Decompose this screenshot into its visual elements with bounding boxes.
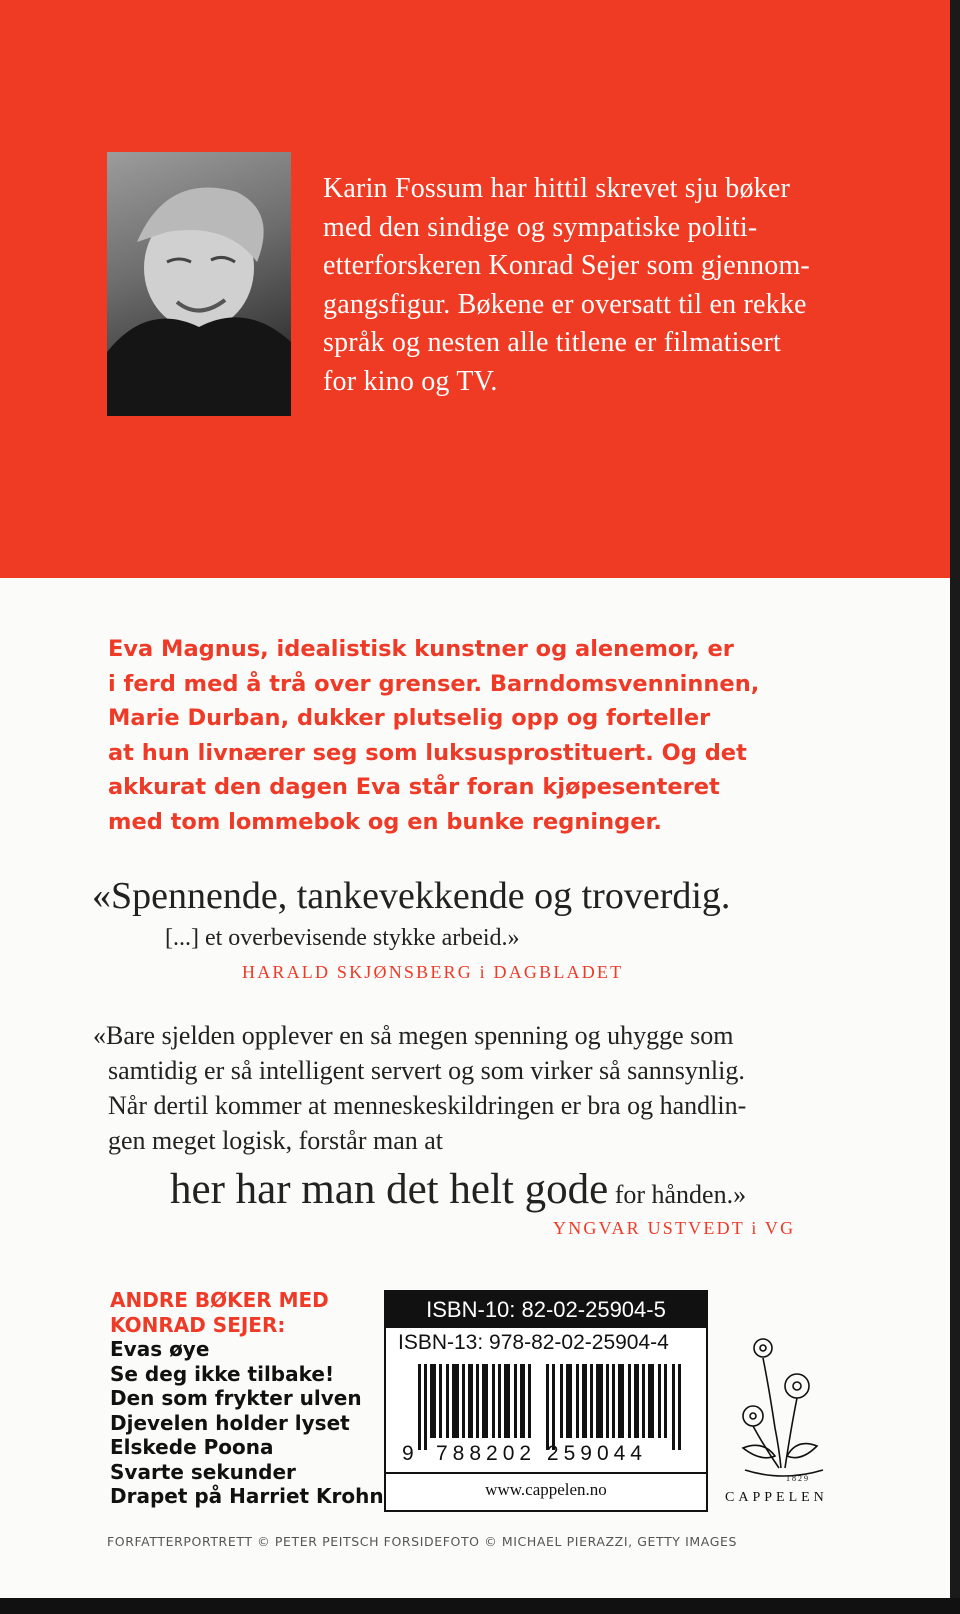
author-bio — [323, 170, 883, 401]
bio-line: med den sindige og sympatiske politi- — [323, 211, 758, 243]
review1-quote-line2: [...] et overbevisende stykke arbeid.» — [165, 925, 520, 951]
blurb-line: Marie Durban, dukker plutselig opp og forteller — [108, 705, 711, 731]
review2-highlight-line — [170, 1165, 746, 1214]
blurb-line: akkurat den dagen Eva står foran kjøpesenteret — [108, 774, 720, 800]
isbn-barcode-box — [384, 1290, 708, 1512]
bio-line: etterforskeren Konrad Sejer som gjennom- — [323, 250, 810, 281]
isbn13-label: ISBN-13: 978-82-02-25904-4 — [398, 1331, 669, 1354]
bio-line: språk og nesten alle titlene er filmatisert — [323, 327, 781, 358]
bottom-dark-edge — [0, 1598, 960, 1614]
book-title: Evas øye — [110, 1337, 210, 1361]
review2-line: gen meget logisk, forstår man at — [108, 1126, 444, 1155]
review1-quote-line1: «Spennende, tankevekkende og troverdig. — [92, 875, 731, 917]
bio-line: Karin Fossum har hittil skrevet sju bøker — [323, 173, 791, 204]
photo-credits: FORFATTERPORTRETT © PETER PEITSCH FORSIDEFOTO © MICHAEL PIERAZZI, GETTY IMAGES — [107, 1534, 738, 1549]
blurb-line: i ferd med å trå over grenser. Barndomsvenninnen, — [108, 670, 760, 697]
review2-highlight: her har man det helt gode — [170, 1166, 609, 1213]
blurb-line: med tom lommebok og en bunke regninger. — [108, 808, 662, 835]
synopsis-blurb — [108, 632, 868, 839]
review2-line: «Bare sjelden opplever en så megen spenning og uhygge som — [93, 1021, 734, 1050]
blurb-line: Eva Magnus, idealistisk kunstner og alenemor, er — [108, 636, 734, 662]
book-title: Drapet på Harriet Krohn — [110, 1484, 384, 1508]
isbn10-label: ISBN-10: 82-02-25904-5 — [386, 1292, 706, 1328]
book-title: Svarte sekunder — [110, 1459, 296, 1484]
ean-first-digit: 9 — [402, 1442, 414, 1465]
red-top-band — [0, 0, 950, 578]
author-portrait-photo — [107, 152, 291, 416]
review2-tail: for hånden.» — [608, 1180, 747, 1209]
other-books-heading: KONRAD SEJER: — [110, 1312, 286, 1337]
barcode-icon — [418, 1364, 686, 1450]
book-title: Se deg ikke tilbake! — [110, 1361, 335, 1386]
review2-quote — [93, 1018, 746, 1158]
review2-line: samtidig er så intelligent servert og som virker så sannsynlig. — [108, 1056, 745, 1085]
blurb-line: at hun livnærer seg som luksusprostituert. Og det — [108, 739, 747, 766]
bio-line: gangsfigur. Bøkene er oversatt til en rekke — [323, 288, 807, 320]
publisher-year: 1829 — [786, 1474, 810, 1483]
book-title: Elskede Poona — [110, 1435, 274, 1459]
cappelen-flower-logo-icon — [735, 1328, 855, 1488]
publisher-name: CAPPELEN — [725, 1490, 828, 1505]
book-title: Den som frykter ulven — [110, 1386, 362, 1410]
other-books-heading: ANDRE BØKER MED — [110, 1288, 329, 1312]
ean-remaining-digits: 788202 259044 — [436, 1442, 647, 1465]
publisher-url: www.cappelen.no — [386, 1472, 706, 1500]
book-title: Djevelen holder lyset — [110, 1410, 350, 1435]
review2-attribution: YNGVAR USTVEDT i VG — [553, 1218, 796, 1238]
bio-line: for kino og TV. — [323, 365, 498, 397]
other-books-list — [110, 1288, 384, 1509]
review2-line: Når dertil kommer at menneskeskildringen er bra og handlin- — [108, 1091, 747, 1120]
review1-attribution: HARALD SKJØNSBERG i DAGBLADET — [242, 962, 624, 982]
